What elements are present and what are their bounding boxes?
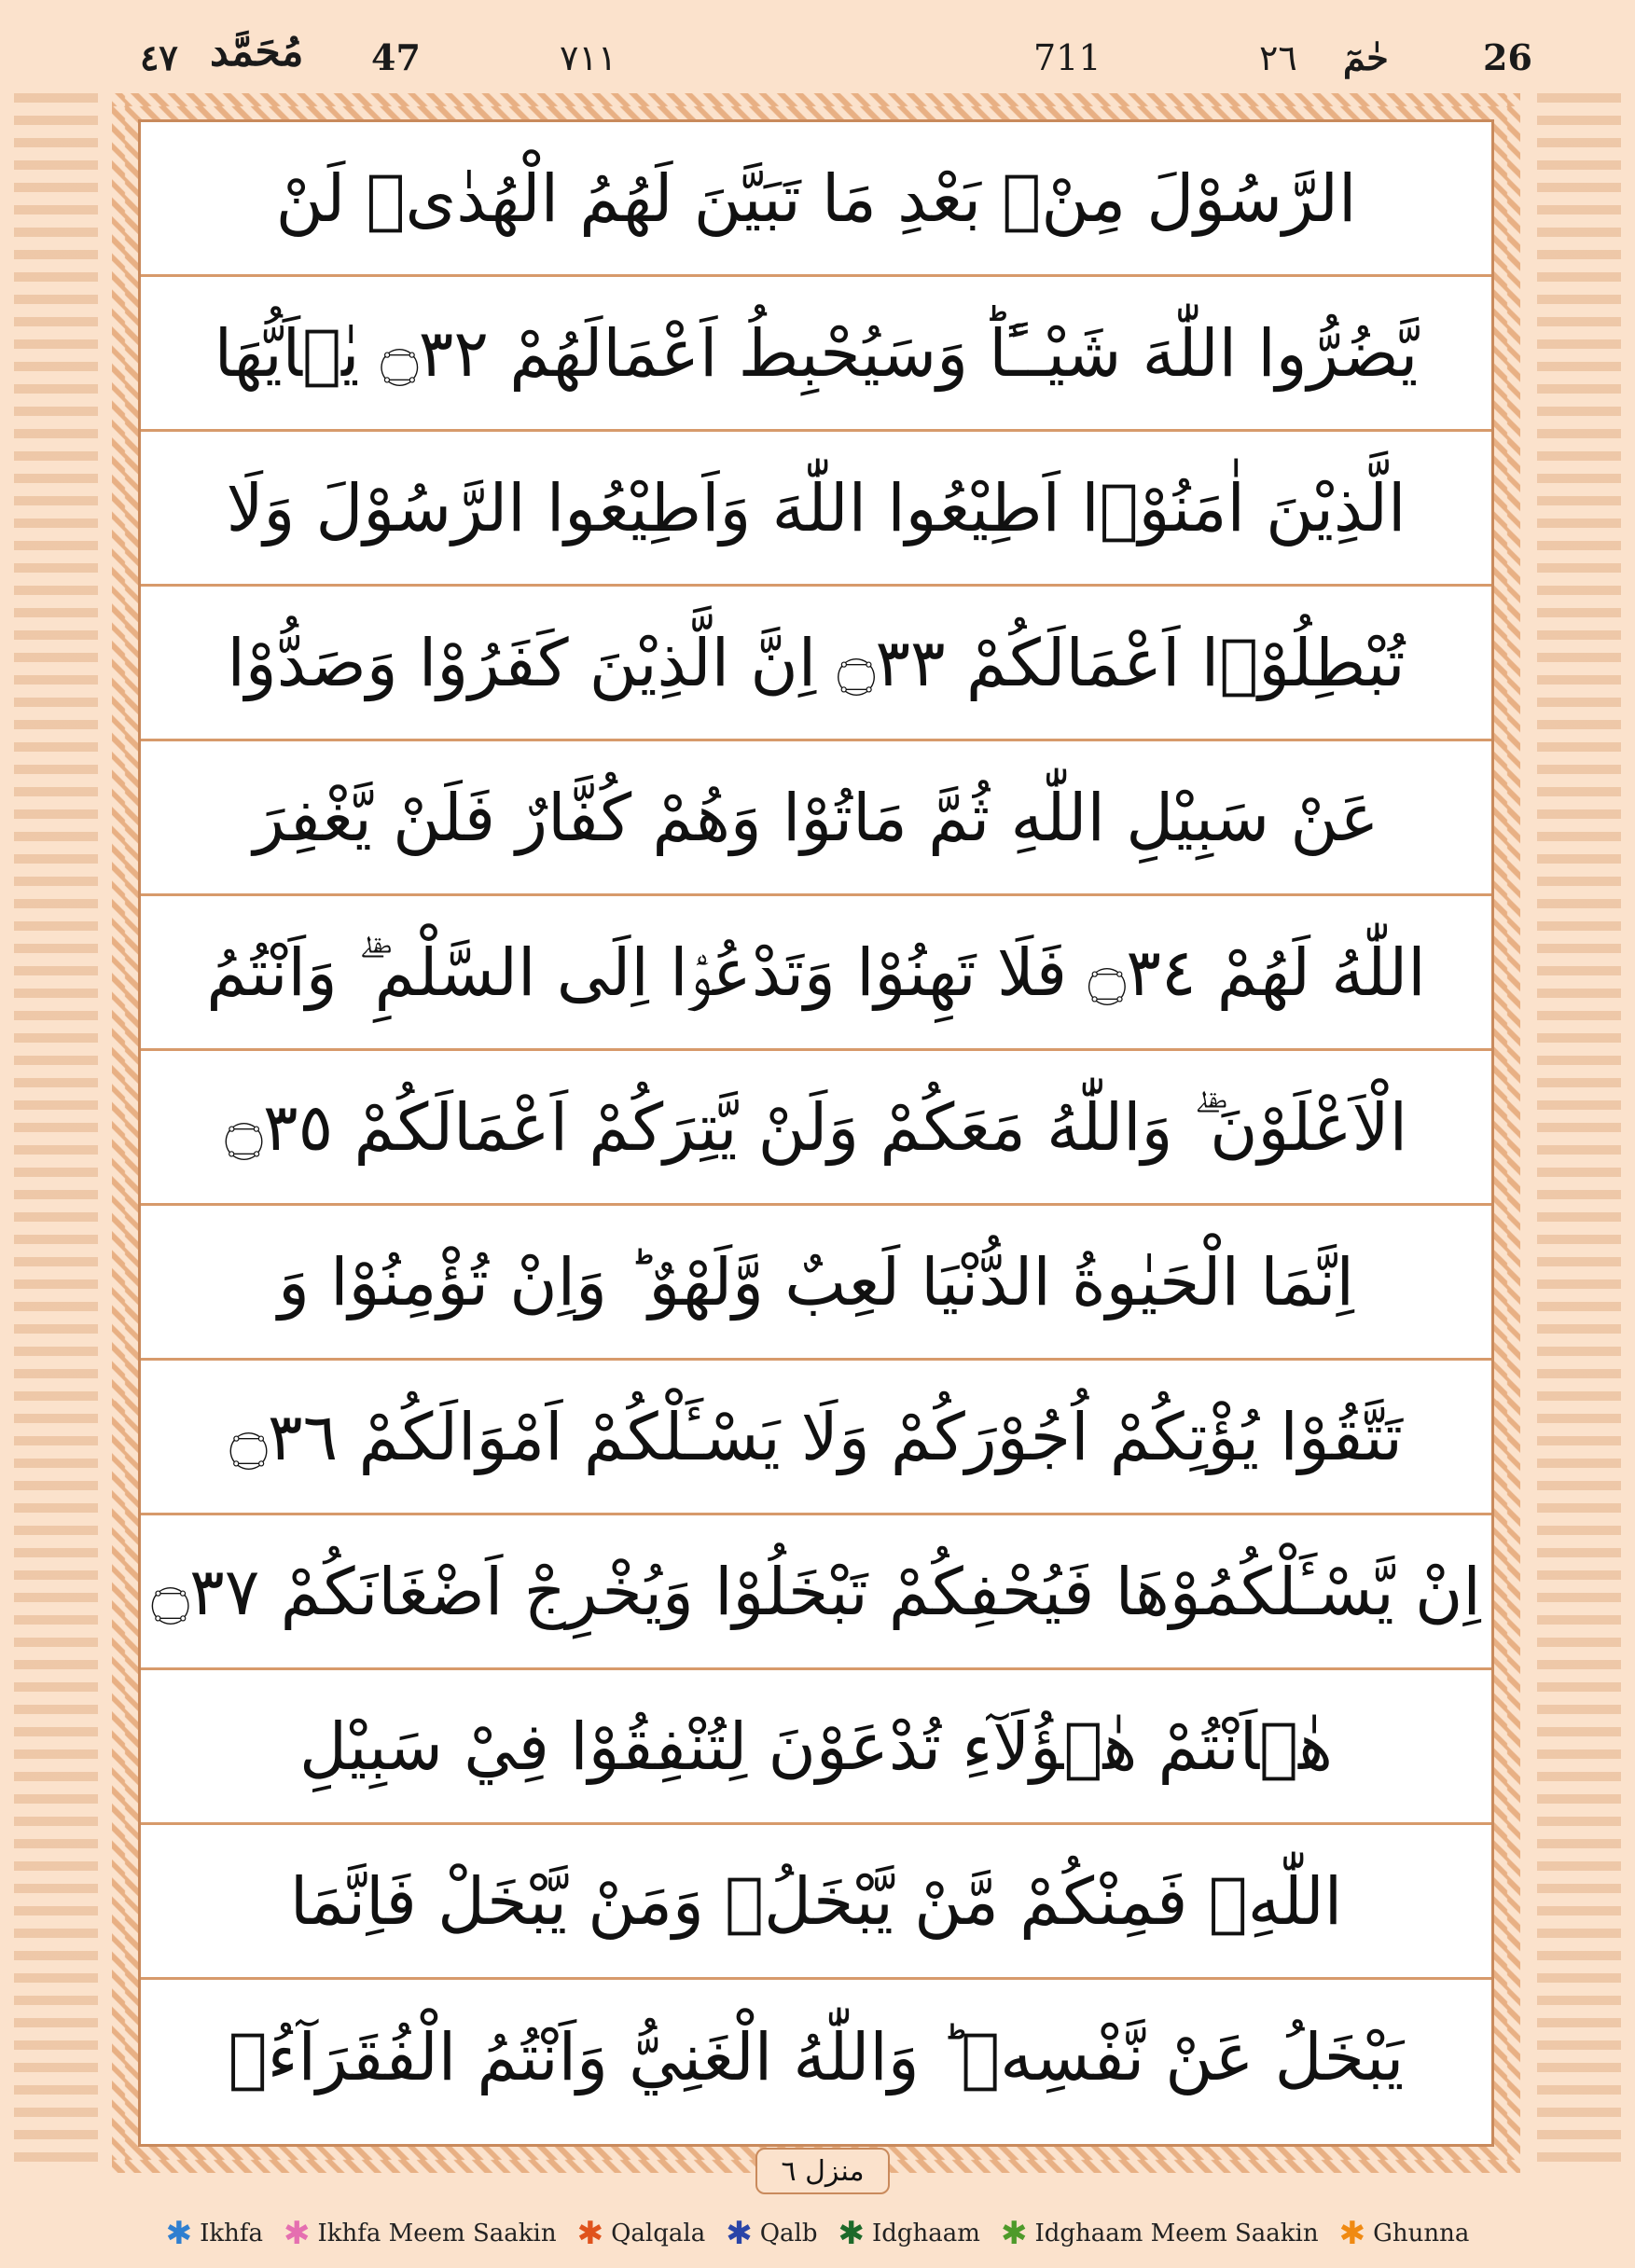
surah-name: مُحَمَّد — [210, 28, 304, 76]
text-panel — [138, 119, 1494, 2147]
legend-item — [1338, 2215, 1470, 2252]
star-icon: ✱ — [1338, 2215, 1366, 2252]
verse-line: هٰۤاَنْتُمْ هٰۤؤُلَآءِ تُدْعَوْنَ لِتُنْفِقُوْا فِيْ سَبِيْلِ — [141, 1670, 1491, 1825]
verse-line: اللّٰهِۚ فَمِنْكُمْ مَّنْ يَّبْخَلُۚ وَمَنْ يَّبْخَلْ فَاِنَّمَا — [141, 1825, 1491, 1980]
manzil-label: منزل ٦ — [755, 2148, 890, 2194]
page-frame — [112, 93, 1520, 2173]
legend-item — [284, 2215, 557, 2252]
surah-number-arabic: ٤٧ — [140, 36, 178, 78]
legend-item — [1000, 2215, 1319, 2252]
left-ornament-border — [14, 93, 98, 2173]
verse-line: يَبْخَلُ عَنْ نَّفْسِهٖ ؕ وَاللّٰهُ الْغَنِيُّ وَاَنْتُمُ الْفُقَرَآءُۚ — [228, 2019, 1405, 2095]
verse-line: عَنْ سَبِيْلِ اللّٰهِ ثُمَّ مَاتُوْا وَهُمْ كُفَّارٌ فَلَنْ يَّغْفِرَ — [141, 741, 1491, 896]
right-ornament-border — [1537, 93, 1621, 2173]
verse-line: الْاَعْلَوْنَ ۖۗ وَاللّٰهُ مَعَكُمْ وَلَنْ يَّتِرَكُمْ اَعْمَالَكُمْ ۝٣٥ — [141, 1051, 1491, 1206]
legend-label: Qalb — [759, 2220, 818, 2247]
page-number-arabic: ٧١١ — [560, 37, 617, 78]
legend-label: Ghunna — [1373, 2220, 1470, 2247]
legend-label: Ikhfa Meem Saakin — [317, 2220, 557, 2247]
page-header — [0, 0, 1635, 93]
verse-line: تَتَّقُوْا يُؤْتِكُمْ اُجُوْرَكُمْ وَلَا يَسْـَٔلْكُمْ اَمْوَالَكُمْ ۝٣٦ — [141, 1361, 1491, 1515]
verse-line: الَّذِيْنَ اٰمَنُوْۤا اَطِيْعُوا اللّٰهَ وَاَطِيْعُوا الرَّسُوْلَ وَلَا — [141, 432, 1491, 587]
legend-label: Ikhfa — [200, 2220, 263, 2247]
verse-line: تُبْطِلُوْۤا اَعْمَالَكُمْ ۝٣٣ اِنَّ الَّذِيْنَ كَفَرُوْا وَصَدُّوْا — [141, 587, 1491, 741]
page-number: 711 — [1033, 37, 1102, 78]
juz-number: 26 — [1483, 36, 1532, 78]
legend-label: Idghaam Meem Saakin — [1034, 2220, 1319, 2247]
legend-item — [726, 2215, 818, 2252]
legend-label: Idghaam — [871, 2220, 980, 2247]
star-icon: ✱ — [284, 2215, 311, 2252]
juz-name: حٰمٓ — [1343, 36, 1389, 78]
star-icon: ✱ — [165, 2215, 193, 2252]
star-icon: ✱ — [726, 2215, 753, 2252]
surah-number: 47 — [371, 36, 421, 78]
verse-line: اِنَّمَا الْحَيٰوةُ الدُّنْيَا لَعِبٌ وَّلَهْوٌ ؕ وَاِنْ تُؤْمِنُوْا وَ — [141, 1206, 1491, 1361]
star-icon: ✱ — [1000, 2215, 1028, 2252]
juz-number-arabic: ٢٦ — [1259, 37, 1297, 78]
verse-line: اللّٰهُ لَهُمْ ۝٣٤ فَلَا تَهِنُوْا وَتَدْعُوْۤا اِلَى السَّلْمِ ۖۗ وَاَنْتُمُ — [141, 896, 1491, 1051]
legend-item — [576, 2215, 706, 2252]
legend-item — [165, 2215, 263, 2252]
legend-label: Qalqala — [611, 2220, 706, 2247]
verse-line: يَّضُرُّوا اللّٰهَ شَيْــًٔاؕ وَسَيُحْبِطُ اَعْمَالَهُمْ ۝٣٢ يٰۤاَيُّهَا — [141, 277, 1491, 432]
verse-lines — [141, 122, 1491, 2144]
star-icon: ✱ — [838, 2215, 865, 2252]
legend-item — [838, 2215, 980, 2252]
tajweed-legend — [0, 2210, 1635, 2257]
star-icon: ✱ — [576, 2215, 604, 2252]
verse-line: اِنْ يَّسْـَٔلْكُمُوْهَا فَيُحْفِكُمْ تَبْخَلُوْا وَيُخْرِجْ اَضْغَانَكُمْ ۝٣٧ — [141, 1515, 1491, 1670]
verse-line: الرَّسُوْلَ مِنْۢ بَعْدِ مَا تَبَيَّنَ لَهُمُ الْهُدٰىۙ لَنْ — [141, 122, 1491, 277]
